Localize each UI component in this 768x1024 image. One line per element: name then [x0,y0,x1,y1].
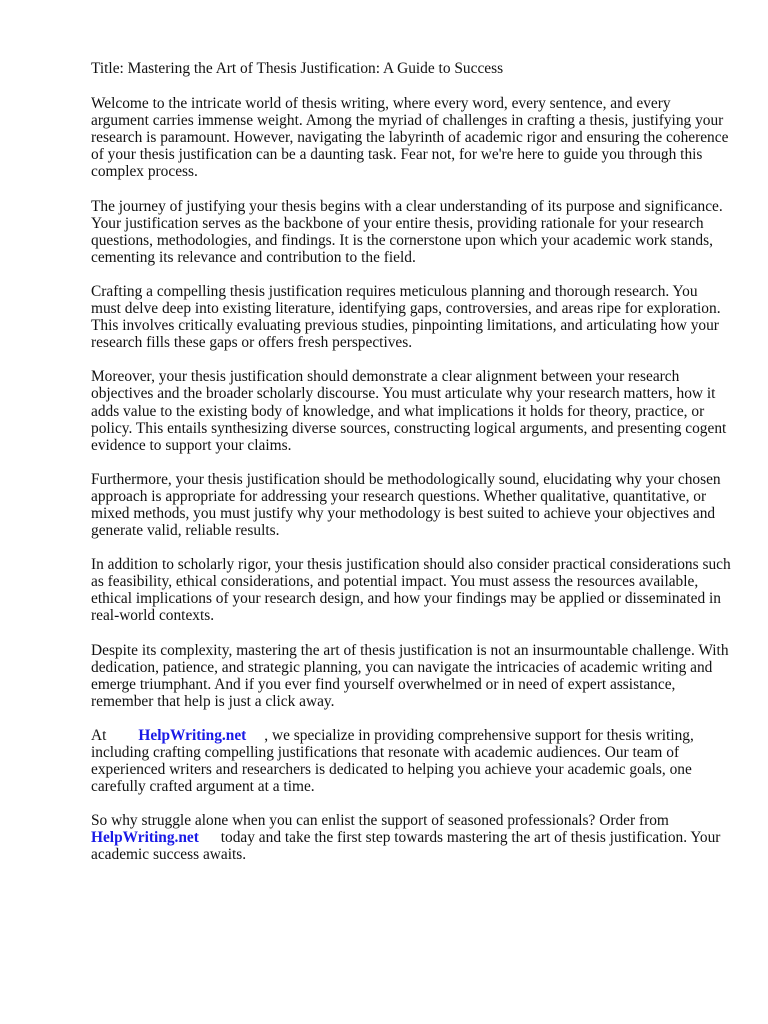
helpwriting-link[interactable]: HelpWriting.net [138,726,247,744]
document-page [91,60,731,881]
paragraph-moreover: Moreover, your thesis justification should demonstrate a clear alignment between your research objectives and the broader scholarly discourse. You must articulate why your research matters, how it adds value to the existing body of knowledge, and what implications it holds for theory, practice, or policy. This entails synthesizing diverse sources, constructing logical arguments, and presenting cogent evidence to support your claims. [91,368,727,454]
paragraph-final [91,812,731,863]
paragraph-final-suffix: today and take the first step towards mastering the art of thesis justification. Your academic success awaits. [91,829,721,864]
paragraph-despite: Despite its complexity, mastering the art of thesis justification is not an insurmountable challenge. With dedication, patience, and strategic planning, you can navigate the intricacies of academic writing and emerge triumphant. And if you ever find yourself overwhelmed or in need of expert assistance, remember that help is just a click away. [91,641,729,710]
document-title: Title: Mastering the Art of Thesis Justification: A Guide to Success [91,60,504,77]
paragraph-journey: The journey of justifying your thesis begins with a clear understanding of its purpose and significance. Your justification serves as the backbone of your entire thesis, providing rationale for your research questions, methodologies, and findings. It is the cornerstone upon which your academic work stands, cementing its relevance and contribution to the field. [91,197,723,266]
helpwriting-link-final[interactable]: HelpWriting.net [91,829,199,847]
paragraph-scholarly-rigor: In addition to scholarly rigor, your thesis justification should also consider practical considerations such as feasibility, ethical considerations, and potential impact. You must assess the resources available, ethical implications of your research design, and how your findings may be applied or disseminated in real-world contexts. [91,556,731,625]
paragraph-at-prefix: At [91,726,107,744]
paragraph-final-prefix: So why struggle alone when you can enlist the support of seasoned professionals? Order from [91,812,669,830]
paragraph-welcome: Welcome to the intricate world of thesis writing, where every word, every sentence, and every argument carries immense weight. Among the myriad of challenges in crafting a thesis, justifying your research is paramount. However, navigating the labyrinth of academic rigor and ensuring the coherence of your thesis justification can be a daunting task. Fear not, for we're here to guide you through this complex process. [91,95,729,181]
paragraph-furthermore: Furthermore, your thesis justification should be methodologically sound, elucidating why your chosen approach is appropriate for addressing your research questions. Whether qualitative, quantitative, or mixed methods, you must justify why your methodology is best suited to achieve your objectives and generate valid, reliable results. [91,470,721,540]
paragraph-at-helpwriting [91,727,731,795]
paragraph-crafting: Crafting a compelling thesis justification requires meticulous planning and thorough research. You must delve deep into existing literature, identifying gaps, controversies, and areas ripe for exploration. This involves critically evaluating previous studies, pinpointing limitations, and articulating how your research fills these gaps or offers fresh perspectives. [91,282,721,352]
paragraph-at-suffix: , we specialize in providing comprehensive support for thesis writing, including crafting compelling justifications that resonate with academic audiences. Our team of experienced writers and researchers is dedicated to helping you achieve your academic goals, one carefully crafted argument at a time. [91,726,694,796]
